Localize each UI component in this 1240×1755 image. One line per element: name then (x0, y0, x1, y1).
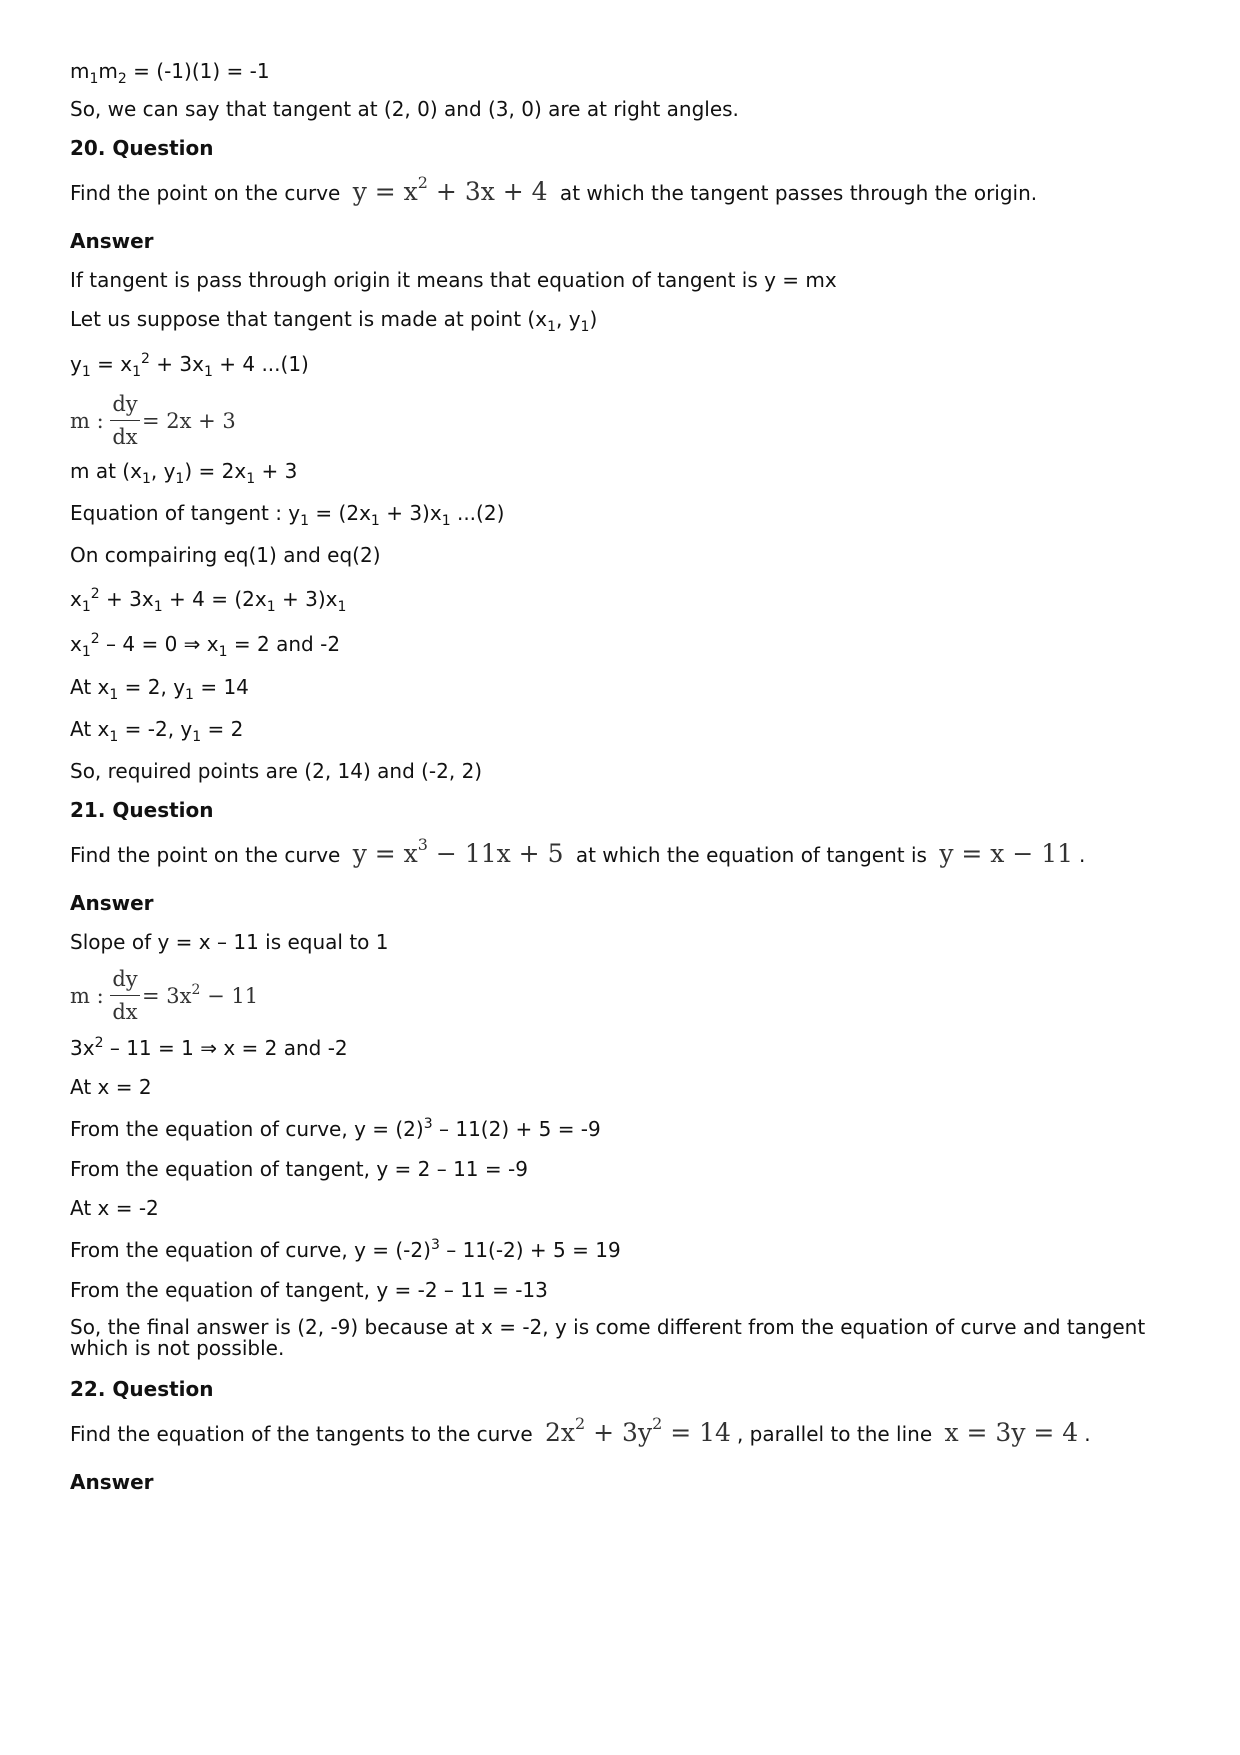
question-22-heading: 22. Question (70, 1377, 214, 1401)
fraction-dy-dx: dy dx (110, 390, 140, 451)
question-21-text: Find the point on the curve $y = x^3 - 11x + 5$ at which the equation of tangent is y = x − 11 . (70, 835, 1086, 868)
answer-20-conclusion: So, required points are (2, 14) and (-2, 2) (70, 759, 483, 783)
answer-20-line-6: Equation of tangent : $y_1 = (2x_1 + 3)x_1$ ...(2) (70, 501, 505, 529)
question-20-text: Find the point on the curve $y = x^2 + 3x + 4$ at which the tangent passes through the origin. (70, 173, 1038, 206)
math-curve-22: $2x^2 + 3y^2 = 14$ (545, 1414, 731, 1447)
answer-20-line-10: At $x_1 = 2$, $y_1 = 14$ (70, 675, 249, 703)
answer-21-line-4: At x = 2 (70, 1075, 152, 1099)
answer-22-label: Answer (70, 1470, 154, 1494)
math-curve-21: $y = x^3 - 11x + 5$ (352, 835, 564, 868)
answer-21-line-9: From the equation of tangent, y = -2 – 11 = -13 (70, 1278, 548, 1302)
answer-20-line-8: $x_1^2 + 3x_1 + 4 = (2x_1 + 3)x_1$ (70, 586, 347, 615)
answer-20-line-11: At $x_1 = -2$, $y_1 = 2$ (70, 717, 244, 745)
answer-20-line-7: On compairing eq(1) and eq(2) (70, 543, 381, 567)
answer-20-line-3: $y_1 = x_1^2 + 3x_1 + 4$ ...(1) (70, 351, 309, 380)
answer-20-derivative: m : dy dx = 2x + 3 (70, 392, 236, 449)
line-right-angles: So, we can say that tangent at (2, 0) and (3, 0) are at right angles. (70, 97, 739, 121)
answer-21-line-8: From the equation of curve, $y = (-2)^3 - 11(-2) + 5 = 19$ (70, 1237, 621, 1262)
answer-21-derivative: m : dy dx = $3x^2 - 11$ (70, 967, 259, 1024)
question-20-heading: 20. Question (70, 136, 214, 160)
answer-21-line-1: Slope of y = x – 11 is equal to 1 (70, 930, 389, 954)
answer-21-line-6: From the equation of tangent, y = 2 – 11 = -9 (70, 1157, 528, 1181)
question-22-text: Find the equation of the tangents to the curve $2x^2 + 3y^2 = 14$ , parallel to the line x = 3y = 4 . (70, 1414, 1091, 1447)
answer-21-line-3: $3x^2 - 11 = 1$ ⇒ x = 2 and -2 (70, 1035, 348, 1060)
answer-21-line-5: From the equation of curve, $y = (2)^3 - 11(2) + 5 = -9$ (70, 1116, 601, 1141)
answer-21-label: Answer (70, 891, 154, 915)
answer-20-line-9: $x_1^2 - 4 = 0$ ⇒ $x_1 = 2$ and -2 (70, 631, 341, 660)
question-21-heading: 21. Question (70, 798, 214, 822)
answer-21-conclusion: So, the final answer is (2, -9) because at x = -2, y is come different from the equation of curve and tangent which is not possible. (70, 1315, 1146, 1360)
answer-21-line-7: At x = -2 (70, 1196, 159, 1220)
fraction-dy-dx: dy dx (110, 965, 140, 1026)
math-line-22: x = 3y = 4 (944, 1418, 1079, 1447)
line-slope-product: $m_1m_2 = (-1)(1) = -1$ (70, 59, 270, 87)
math-tangent-21: y = x − 11 (939, 839, 1074, 868)
answer-20-label: Answer (70, 229, 154, 253)
answer-20-line-1: If tangent is pass through origin it means that equation of tangent is y = mx (70, 268, 837, 292)
answer-20-line-5: m at ($x_1$, $y_1) = 2x_1 + 3$ (70, 459, 298, 487)
math-curve-20: $y = x^2 + 3x + 4$ (352, 173, 548, 206)
answer-20-line-2: Let us suppose that tangent is made at point ($x_1$, $y_1$) (70, 307, 598, 335)
